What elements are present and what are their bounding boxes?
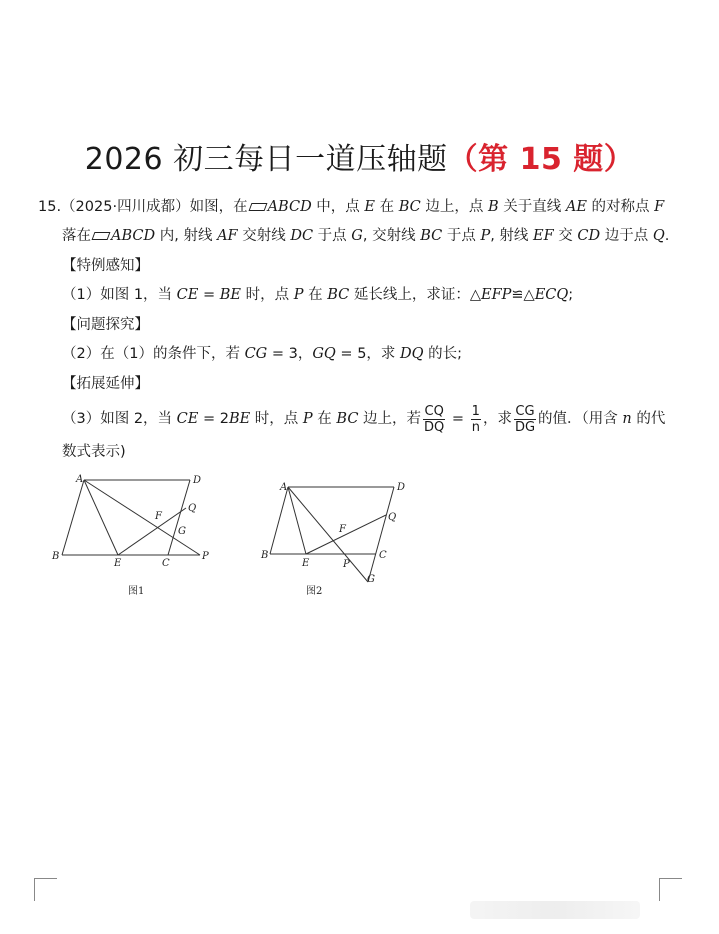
text: 时，点	[250, 411, 303, 427]
section-heading-2: 【问题探究】	[62, 317, 149, 333]
text: =	[447, 411, 469, 427]
text: 在	[303, 287, 328, 303]
text: CE	[176, 411, 199, 427]
text: .	[664, 228, 670, 244]
text: =	[198, 287, 220, 303]
fraction-1-n	[471, 404, 481, 435]
numerator: 1	[471, 403, 480, 419]
text: 的代	[631, 411, 666, 427]
label-b: B	[261, 550, 269, 561]
figure-2	[270, 487, 397, 582]
text: 边于点	[600, 228, 653, 244]
label-e: E	[114, 558, 122, 569]
text: , 交射线	[362, 228, 421, 244]
segment-eq	[306, 515, 386, 554]
page-corner-mark-right	[659, 878, 682, 901]
text: 关于直线	[498, 199, 566, 215]
figure-1-labels	[51, 474, 209, 597]
text: 于点	[313, 228, 352, 244]
text: BC	[398, 199, 421, 215]
section-heading-3: 【拓展延伸】	[62, 376, 149, 392]
text: BC	[336, 411, 359, 427]
text: AE	[565, 199, 587, 215]
text: ，求	[482, 411, 512, 427]
text: 的对称点	[586, 199, 655, 215]
question-1	[62, 285, 573, 305]
text: 在	[375, 199, 399, 215]
question-3-continued: 数式表示)	[62, 444, 126, 460]
text: 在	[312, 411, 337, 427]
text: ECQ	[534, 287, 569, 303]
problem-line-2	[62, 226, 669, 246]
text: 边上，若	[358, 411, 422, 427]
text: BC	[327, 287, 350, 303]
text: 的值．（用含	[538, 411, 623, 427]
text: 于点	[442, 228, 481, 244]
text: 时，点	[240, 287, 294, 303]
text: 边上，点	[420, 199, 488, 215]
text: ABCD	[111, 228, 156, 244]
label-p: P	[202, 551, 209, 562]
text: CD	[577, 228, 601, 244]
text: P	[480, 228, 491, 244]
watermark	[470, 901, 640, 919]
edge-ab	[62, 480, 84, 555]
text: 交	[553, 228, 578, 244]
label-g: G	[367, 574, 375, 585]
label-f: F	[339, 524, 346, 535]
label-c: C	[379, 550, 387, 561]
parallelogram-icon	[248, 203, 267, 211]
text: GQ	[312, 346, 336, 362]
text: 中，点	[311, 199, 365, 215]
text: BE	[228, 411, 251, 427]
fraction-cq-dq	[423, 404, 445, 435]
text: = 3，	[267, 346, 313, 362]
text: EF	[533, 228, 554, 244]
text: n	[622, 411, 632, 427]
question-3	[62, 400, 665, 438]
label-q: Q	[188, 503, 197, 514]
text: P	[302, 411, 313, 427]
text: AF	[217, 228, 238, 244]
title-highlight: （第 15 题）	[447, 142, 635, 177]
text: BE	[219, 287, 241, 303]
page-corner-mark-left	[34, 878, 57, 901]
page-title	[0, 134, 719, 178]
text: （2）在（1）的条件下，若	[62, 346, 245, 362]
text: DQ	[400, 346, 424, 362]
numerator: CQ	[424, 403, 444, 419]
label-e: E	[302, 558, 310, 569]
edge-dc	[168, 480, 190, 555]
text: 的长;	[423, 346, 463, 362]
label-b: B	[52, 551, 60, 562]
label-q: Q	[388, 512, 397, 523]
label-p: P	[343, 559, 350, 570]
text: = 5，求	[335, 346, 401, 362]
edge-ab	[270, 487, 288, 554]
text: DC	[290, 228, 314, 244]
problem-line-1	[38, 197, 664, 217]
edge-dg	[368, 487, 397, 582]
label-d: D	[193, 475, 202, 486]
parallelogram-icon	[92, 232, 111, 240]
text: E	[364, 199, 376, 215]
denominator: DG	[514, 419, 536, 435]
text: （1）如图 1，当	[62, 287, 177, 303]
text: 延长线上，求证：△	[349, 287, 481, 303]
segment-eq	[118, 508, 186, 555]
segment-ag	[288, 487, 368, 582]
title-main: 2026 初三每日一道压轴题	[84, 142, 448, 177]
label-a: A	[76, 474, 84, 485]
text: , 射线	[490, 228, 534, 244]
denominator: n	[471, 419, 480, 435]
text: ;	[568, 287, 574, 303]
text: BC	[420, 228, 443, 244]
text: （3）如图 2，当	[62, 411, 177, 427]
text: P	[293, 287, 304, 303]
text: EFP	[480, 287, 512, 303]
text: = 2	[198, 411, 229, 427]
text: 15.（2025·四川成都）如图，在	[38, 199, 248, 215]
section-heading-1: 【特例感知】	[62, 258, 149, 274]
text: G	[351, 228, 363, 244]
fraction-cg-dg	[514, 404, 536, 435]
geometry-figures	[50, 470, 430, 610]
label-c: C	[162, 558, 170, 569]
text: ABCD	[267, 199, 312, 215]
text: CE	[176, 287, 199, 303]
figure-2-caption: 图2	[306, 586, 323, 597]
label-a: A	[280, 482, 288, 493]
denominator: DQ	[424, 419, 445, 435]
label-f: F	[155, 511, 162, 522]
text: ≌△	[511, 287, 535, 303]
label-g: G	[178, 526, 186, 537]
text: CG	[244, 346, 268, 362]
figure-1	[62, 480, 200, 555]
question-2	[62, 344, 462, 364]
text: Q	[652, 228, 665, 244]
text: 落在	[62, 228, 91, 244]
text: 交射线	[237, 228, 291, 244]
figure-1-caption: 图1	[128, 586, 145, 597]
text: B	[487, 199, 499, 215]
label-d: D	[397, 482, 406, 493]
text: 内, 射线	[155, 228, 218, 244]
text: F	[654, 199, 665, 215]
numerator: CG	[515, 403, 535, 419]
